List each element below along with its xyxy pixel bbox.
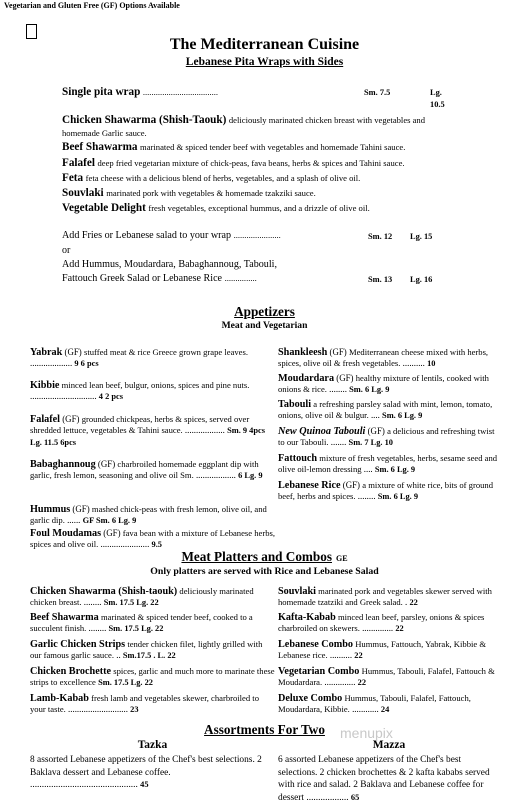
wrap-item	[62, 157, 472, 170]
wrap-desc: marinated & spiced tender beef with vegetables and homemade Tahini sauce.	[140, 142, 406, 152]
wrap-desc: marinated pork with vegetables & homemade tzakziki sauce.	[106, 188, 316, 198]
single-lg-price: Lg. 10.5	[430, 88, 445, 109]
watermark: menupix	[340, 725, 393, 741]
appetizer-item: Hummus (GF) mashed chick-peas with fresh lemon, olive oil, and garlic dip. ...... GF Sm. 6 Lg. 9	[30, 504, 267, 526]
wrap-item	[62, 172, 472, 185]
dots: ...................................	[142, 87, 219, 97]
wrap-desc: deliciously marinated chicken breast with vegetables and homemade Garlic sauce.	[62, 115, 426, 138]
tazka-item: 8 assorted Lebanese appetizers of the Chef's best selections. 2 Baklava dessert and Lebanese coffee. .............................................. 45	[30, 755, 262, 790]
add-sides-line2	[62, 273, 462, 285]
add-sides-sm: Sm. 13	[368, 275, 393, 284]
platter-item: Lebanese Combo Hummus, Fattouch, Yabrak, Kibbie & Lebanese rice. .......... 22	[278, 639, 487, 661]
appetizers-title: Appetizers	[234, 304, 295, 319]
platter-item: Vegetarian Combo Hummus, Tabouli, Falafel, Fattouch & Moudardara. .............. 22	[278, 666, 495, 688]
appetizer-item: New Quinoa Tabouli (GF) a delicious and refreshing twist to our Tabouli. ....... Sm. 7 Lg. 10	[278, 426, 495, 448]
platter-item: Lamb-Kabab fresh lamb and vegetables skewer, charbroiled to your taste. ........................... 23	[30, 693, 259, 715]
appetizer-item: Lebanese Rice (GF) a mixture of white rice, bits of ground beef, herbs and spices. ........ Sm. 6 Lg. 9	[278, 480, 494, 502]
tazka-name: Tazka	[137, 739, 168, 751]
tazka-desc: 8 assorted Lebanese appetizers of the Chef's best selections. 2 Baklava dessert and Lebanese coffee.	[30, 755, 262, 778]
platters-heading	[0, 548, 529, 566]
wrap-name: Beef Shawarma	[62, 141, 138, 153]
add-sides-lg: Lg. 16	[410, 275, 433, 284]
single-wrap-line	[62, 86, 457, 109]
appetizer-item: Shankleesh (GF) Mediterranean cheese mixed with herbs, spices, olive oil & fresh vegetables. .......... 10	[278, 347, 489, 369]
appetizers-right-column	[278, 347, 500, 503]
or-label: or	[62, 245, 71, 256]
wraps-subtitle: Lebanese Pita Wraps with Sides	[185, 56, 344, 68]
add-sides-line1: Add Hummus, Moudardara, Babaghannoug, Tabouli,	[62, 259, 277, 270]
add-fries-sm: Sm. 12	[368, 232, 393, 241]
appetizer-item: Babaghannoug (GF) charbroiled homemade eggplant dip with garlic, fresh lemon, seasoning and olive oil Sm. .................. 6 Lg. 9	[30, 459, 263, 481]
single-sm-price: Sm. 7.5	[364, 88, 391, 97]
wrap-item	[62, 114, 457, 140]
dots: ......................	[233, 230, 281, 240]
wrap-desc: fresh vegetables, exceptional hummus, and a drizzle of olive oil.	[148, 203, 370, 213]
appetizer-item: Moudardara (GF) healthy mixture of lentils, cooked with onions & rice. ........ Sm. 6 Lg. 9	[278, 373, 489, 395]
wrap-name: Vegetable Delight	[62, 202, 146, 214]
appetizers-left-column	[30, 347, 275, 551]
add-fries-label: Add Fries or Lebanese salad to your wrap	[62, 230, 232, 241]
platters-subtitle: Only platters are served with Rice and Lebanese Salad	[150, 566, 379, 577]
mazza-name: Mazza	[372, 739, 406, 751]
platters-right-column	[278, 586, 500, 716]
two-title: Assortments For Two	[204, 722, 325, 737]
add-fries-line	[62, 230, 462, 242]
appetizer-item: Falafel (GF) grounded chickpeas, herbs & spices, served over shredded lettuce, vegetables & Tahini sauce. .................. Sm. 9 4pcs Lg. 11.5 6pcs	[30, 414, 265, 447]
wrap-desc: feta cheese with a delicious blend of herbs, vegetables, and a splash of olive oil.	[85, 173, 361, 183]
platter-item: Deluxe Combo Hummus, Tabouli, Falafel, Fattouch, Moudardara, Kibbie. ............ 24	[278, 693, 471, 715]
appetizer-item: Kibbie minced lean beef, bulgur, onions, spices and pine nuts. .............................. 4 2 pcs	[30, 380, 250, 402]
dots: ...............	[224, 273, 257, 283]
single-wrap-label: Single pita wrap	[62, 86, 141, 98]
wrap-name: Feta	[62, 172, 84, 184]
appetizer-item: Tabouli a refreshing parsley salad with mint, lemon, tomato, onions, olive oil & bulgur. .... Sm. 6 Lg. 9	[278, 399, 493, 421]
platters-tag: GE	[335, 554, 348, 563]
wrap-name: Falafel	[62, 157, 95, 169]
appetizer-item: Foul Moudamas (GF) fava bean with a mixture of Lebanese herbs, spices and olive oil. ...................... 9.5	[30, 528, 275, 550]
appetizer-item: Fattouch mixture of fresh vegetables, herbs, sesame seed and olive oil-lemon dressing .... Sm. 6 Lg. 9	[278, 453, 498, 475]
platter-item: Beef Shawarma marinated & spiced tender beef, cooked to a succulent finish. ........ Sm. 17.5 Lg. 22	[30, 612, 253, 634]
wrap-desc: deep fried vegetarian mixture of chick-peas, fava beans, herbs & spices and Tahini sauce.	[97, 158, 405, 168]
wrap-item	[62, 141, 462, 154]
wrap-name: Chicken Shawarma (Shish-Taouk)	[62, 114, 227, 126]
platter-item: Garlic Chicken Strips tender chicken filet, lightly grilled with our famous garlic sauce. .. Sm.17.5 . L. 22	[30, 639, 263, 661]
appetizers-subtitle: Meat and Vegetarian	[221, 320, 308, 331]
mazza-item: 6 assorted Lebanese appetizers of the Chef's best selections. 2 chicken brochettes & 2 kafta kababs served with rice and salad. 2 Baklava and Lebanese coffee for dessert .................. 65	[278, 755, 490, 803]
add-fries-lg: Lg. 15	[410, 232, 433, 241]
appetizer-item: Yabrak (GF) stuffed meat & rice Greece grown grape leaves. ................... 9 6 pcs	[30, 347, 248, 369]
page-title: The Mediterranean Cuisine	[169, 36, 360, 53]
wrap-name: Souvlaki	[62, 187, 104, 199]
top-note: Vegetarian and Gluten Free (GF) Options Available	[4, 1, 180, 10]
platter-item: Chicken Shawarma (Shish-taouk) deliciously marinated chicken breast. ........ Sm. 17.5 Lg. 22	[30, 586, 254, 608]
mazza-price: 65	[350, 792, 360, 802]
wrap-item	[62, 202, 472, 215]
platters-title: Meat Platters and Combos	[181, 549, 332, 564]
platters-left-column	[30, 586, 275, 716]
platter-item: Souvlaki marinated pork and vegetables skewer served with homemade tzatziki and Greek salad. . 22	[278, 586, 492, 608]
tazka-price: 45	[140, 780, 149, 789]
mazza-desc: 6 assorted Lebanese appetizers of the Chef's best selections. 2 chicken brochettes & 2 kafta kababs served with rice and salad. 2 Baklava and Lebanese coffee for dessert	[278, 755, 490, 803]
platter-item: Chicken Brochette spices, garlic and much more to marinate these strips to excellence Sm. 17.5 Lg. 22	[30, 666, 275, 688]
add-sides-label: Fattouch Greek Salad or Lebanese Rice	[62, 273, 223, 284]
platter-item: Kafta-Kabab minced lean beef, parsley, onions & spices charbroiled on skewers. .............. 22	[278, 612, 485, 634]
wrap-item	[62, 187, 472, 200]
